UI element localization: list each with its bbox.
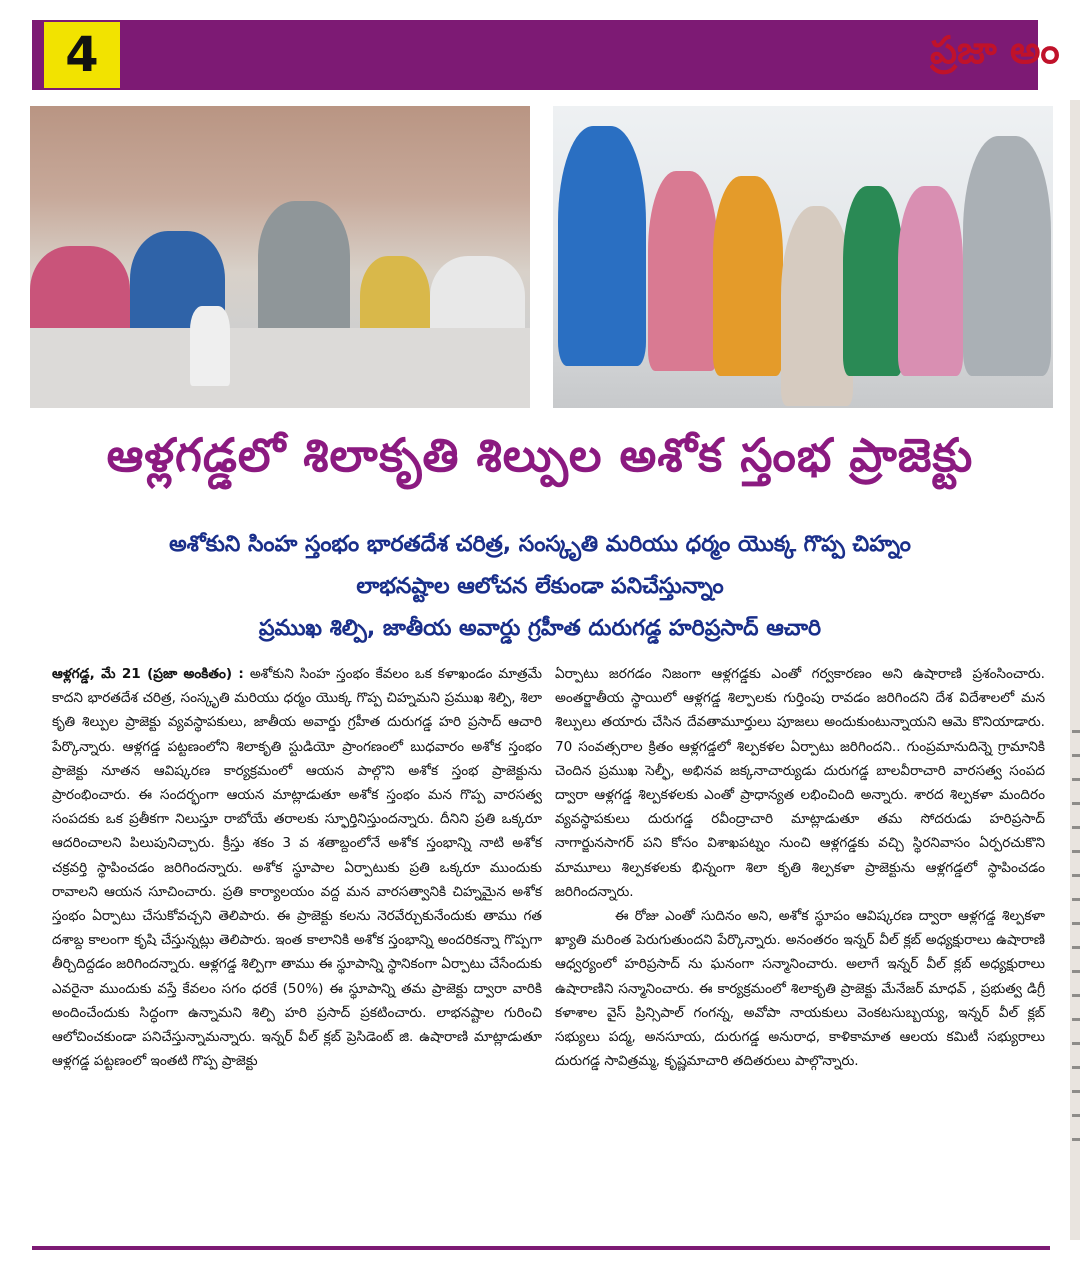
right-column-paragraph-2: ఈ రోజు ఎంతో సుదినం అని, అశోక స్థూపం ఆవిష్కరణ ద్వారా ఆళ్లగడ్డ శిల్పకళా ఖ్యాతి మరింత పెరుగుతుందని పేర్కొన్నారు. అనంతరం ఇన్నర్ వీల్ క్లబ్ అధ్యక్షురాలు ఉషారాణి ఆధ్వర్యంలో హరిప్రసాద్ ను ఘనంగా సన్మానించారు. అలాగే ఇన్నర్ వీల్ క్లబ్ అధ్యక్షురాలు ఉషారాణిని సన్మానించారు. ఈ కార్యక్రమంలో శిలాకృతి ప్రాజెక్టు మేనేజర్ మాధవ్ , ప్రభుత్వ డిగ్రీ కళాశాల వైస్ ప్రిన్సిపాల్ గంగన్న, అవోపా నాయకులు వెంకటసుబ్బయ్య, ఇన్నర్ వీల్ క్లబ్ సభ్యులు పద్మ, అనసూయ, దురుగడ్డ అనురాధ, కాళికామాత ఆలయ కమిటీ సభ్యురాలు దురుగడ్డ సావిత్రమ్మ, కృష్ణమాచారి తదితరులు పాల్గొన్నారు. bbox=[555, 908, 1045, 1070]
photo-figure-man-left bbox=[558, 126, 646, 366]
right-column-paragraph-1: ఏర్పాటు జరగడం నిజంగా ఆళ్లగడ్డకు ఎంతో గర్వకారణం అని ఉషారాణి ప్రశంసించారు. అంతర్జాతీయ స్థాయిలో ఆళ్లగడ్డ శిల్పాలకు గుర్తింపు రావడం జరిగిందని దేశ విదేశాలలో మన శిల్పులు తయారు చేసిన దేవతామూర్తులు పూజలు అందుకుంటున్నాయని ఆమె కొనియాడారు. 70 సంవత్సరాల క్రితం ఆళ్లగడ్డలో శిల్పకళల ఏర్పాటు జరిగిందని.. గుంప్రమానుదిన్నె గ్రామానికి చెందిన ప్రముఖ సెల్ఫీ, అభినవ జక్కనాచార్యుడు దురుగడ్డ బాలవీరాచారి వారసత్వ సంపద ద్వారా ఆళ్లగడ్డ శిల్పకళలకు ఎంతో ప్రాధాన్యత లభించింది అన్నారు. శారద శిల్పకళా మందిరం వ్యవస్థాపకులు దురుగడ్డ రవీంద్రాచారి మాట్లాడుతూ తమ సోదరుడు హరిప్రసాద్ నాగార్జునసాగర్ పని కోసం విశాఖపట్నం నుంచి ఆళ్లగడ్డకు వచ్చి స్థిరనివాసం ఏర్పరచుకొని మామూలు శిల్పకళలకు భిన్నంగా శిలా కృతి శిల్పకళా ప్రాజెక్టును ఆళ్లగడ్డలో స్థాపించడం జరిగిందన్నారు. bbox=[555, 666, 1045, 900]
article-headline: ఆళ్లగడ్డలో శిలాకృతి శిల్పుల అశోక స్తంభ ప్రాజెక్టు bbox=[106, 428, 974, 482]
header-bar bbox=[32, 20, 1038, 90]
adjacent-page-text bbox=[1072, 730, 1080, 1150]
photo-meeting-stage bbox=[30, 106, 530, 408]
left-column-text: అశోకుని సింహ స్తంభం కేవలం ఒక కళాఖండం మాత్రమే కాదని భారతదేశ చరిత్ర, సంస్కృతి మరియు ధర్మం యొక్క గొప్ప చిహ్నమని ప్రముఖ శిల్పి, శిలా కృతి శిల్పుల ప్రాజెక్టు వ్యవస్థాపకులు, జాతీయ అవార్డు గ్రహీత దురుగడ్డ హరి ప్రసాద్ ఆచారి పేర్కొన్నారు. ఆళ్లగడ్డ పట్టణంలోని శిలాకృతి స్టుడియో ప్రాంగణంలో బుధవారం అశోక స్తంభం ప్రాజెక్టు నూతన ఆవిష్కరణ కార్యక్రమంలో ఆయన పాల్గొని అశోక స్తంభ ప్రాజెక్టును ప్రారంభించారు. ఈ సందర్భంగా ఆయన మాట్లాడుతూ అశోక స్తంభం మన గొప్ప వారసత్వ సంపదకు ఒక ప్రతీకగా నిలుస్తూ రాబోయే తరాలకు స్ఫూర్తినిస్తుందన్నారు. దీనిని ప్రతి ఒక్కరూ ఆదరించాలని పిలుపునిచ్చారు. క్రీస్తు శకం 3 వ శతాబ్దంలోనే అశోక స్తంభాన్ని నాటి అశోక చక్రవర్తి స్థాపించడం జరిగిందన్నారు. అశోక స్థూపాల ఏర్పాటుకు ప్రతి ఒక్కరూ ముందుకు రావాలని ఆయన సూచించారు. ప్రతి కార్యాలయం వద్ద మన వారసత్వానికి చిహ్నమైన అశోక స్తంభం ఏర్పాటు చేసుకోవచ్చని తెలిపారు. ఈ ప్రాజెక్టు కలను నెరవేర్చుకునేందుకు తాము గత దశాబ్ద కాలంగా కృషి చేస్తున్నట్లు తెలిపారు. ఇంత కాలానికి అశోక స్తంభాన్ని అందరికన్నా గొప్పగా తీర్చిదిద్దడం జరిగిందన్నారు. ఆళ్లగడ్డ శిల్పిగా తాము ఈ స్థూపాన్ని స్థానికంగా ఏర్పాటు చేసేందుకు ఎవరైనా ముందుకు వస్తే కేవలం సగం ధరకే (50%) ఈ స్థూపాన్ని తమ ప్రాజెక్టు ద్వారా వారికి అందించేందుకు సిద్ధంగా ఉన్నామని శిల్పి హరి ప్రసాద్ ప్రకటించారు. లాభనష్టాల గురించి ఆలోచించకుండా పనిచేస్తున్నామన్నారు. ఇన్నర్ వీల్ క్లబ్ ప్రెసిడెంట్ జి. ఉషారాణి మాట్లాడుతూ ఆళ్లగడ్డ పట్టణంలో ఇంతటి గొప్ప ప్రాజెక్టు bbox=[52, 666, 542, 1070]
article-column-right bbox=[555, 662, 1045, 1073]
subhead-2: లాభనష్టాల ఆలోచన లేకుండా పనిచేస్తున్నాం bbox=[356, 574, 724, 599]
photo-ashoka-model bbox=[190, 306, 230, 386]
dateline: ఆళ్లగడ్డ, మే 21 (ప్రజా అంకితం) : bbox=[52, 666, 244, 682]
photo-figure-speaker bbox=[258, 201, 350, 341]
photo-figure-woman-3 bbox=[843, 186, 903, 376]
page-number: 4 bbox=[44, 22, 120, 88]
photo-table bbox=[30, 328, 530, 408]
photo-figure-woman-1 bbox=[648, 171, 718, 371]
photo-figure-woman-2 bbox=[713, 176, 783, 376]
masthead-title: ప్రజా అం bbox=[930, 28, 1060, 72]
photo-figure-woman-4 bbox=[898, 186, 963, 376]
footer-rule bbox=[32, 1246, 1050, 1250]
photo-group-ashoka-pillar bbox=[553, 106, 1053, 408]
photo-figure-man-right bbox=[963, 136, 1051, 376]
subhead-3: ప్రముఖ శిల్పి, జాతీయ అవార్డు గ్రహీత దురుగడ్డ హరిప్రసాద్ ఆచారి bbox=[258, 616, 822, 641]
article-column-left bbox=[52, 662, 542, 1073]
subhead-1: అశోకుని సింహ స్తంభం భారతదేశ చరిత్ర, సంస్కృతి మరియు ధర్మం యొక్క గొప్ప చిహ్నం bbox=[169, 532, 911, 557]
